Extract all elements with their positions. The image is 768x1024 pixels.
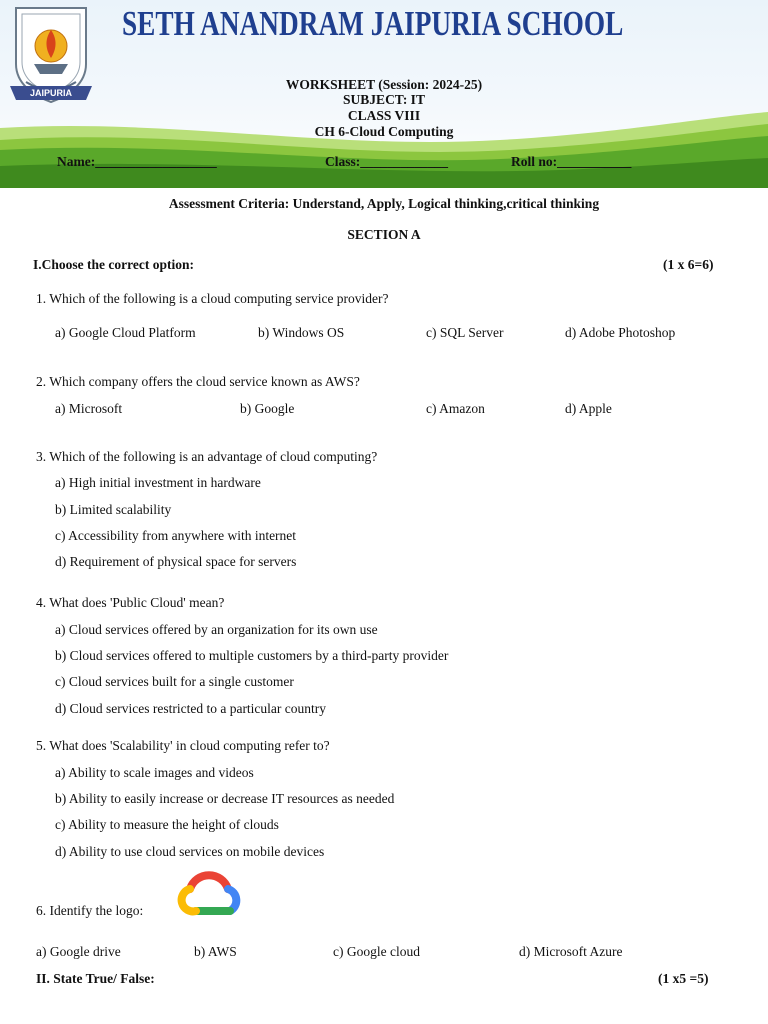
- q6-text: 6. Identify the logo:: [36, 903, 144, 918]
- q6-option-a: a) Google drive: [36, 944, 121, 959]
- q4-text: 4. What does 'Public Cloud' mean?: [36, 595, 225, 610]
- q4-option-c: c) Cloud services built for a single customer: [55, 674, 294, 689]
- q6-option-d: d) Microsoft Azure: [519, 944, 623, 959]
- class-line: CLASS VIII: [347, 108, 421, 123]
- q4-option-a: a) Cloud services offered by an organization for its own use: [55, 622, 378, 637]
- part1-marks: (1 x 6=6): [663, 257, 714, 272]
- part1-title: I.Choose the correct option:: [33, 257, 194, 272]
- q2-option-c: c) Amazon: [426, 401, 485, 416]
- q6-option-c: c) Google cloud: [333, 944, 420, 959]
- q5-option-a: a) Ability to scale images and videos: [55, 765, 254, 780]
- class-field[interactable]: Class:_____________: [325, 154, 449, 169]
- q2-option-b: b) Google: [240, 401, 295, 416]
- q5-option-c: c) Ability to measure the height of clouds: [55, 817, 279, 832]
- q5-option-d: d) Ability to use cloud services on mobile devices: [55, 844, 325, 859]
- header-banner: [0, 0, 768, 188]
- q2-text: 2. Which company offers the cloud service known as AWS?: [36, 374, 360, 389]
- part2-marks: (1 x5 =5): [658, 971, 709, 986]
- q1-option-b: b) Windows OS: [258, 325, 345, 340]
- q5-option-b: b) Ability to easily increase or decrease IT resources as needed: [55, 791, 395, 806]
- assessment-criteria: Assessment Criteria: Understand, Apply, Logical thinking,critical thinking: [168, 196, 600, 211]
- q1-text: 1. Which of the following is a cloud computing service provider?: [36, 291, 389, 306]
- roll-no-field[interactable]: Roll no:___________: [511, 154, 632, 169]
- q2-option-a: a) Microsoft: [55, 401, 123, 416]
- q1-option-c: c) SQL Server: [426, 325, 504, 340]
- crest-label: JAIPURIA: [29, 88, 73, 98]
- q5-text: 5. What does 'Scalability' in cloud computing refer to?: [36, 738, 330, 753]
- q1-option-d: d) Adobe Photoshop: [565, 325, 676, 340]
- q3-option-b: b) Limited scalability: [55, 502, 172, 517]
- section-a-heading: SECTION A: [347, 227, 421, 242]
- q1-option-a: a) Google Cloud Platform: [55, 325, 196, 340]
- subject-line: SUBJECT: IT: [343, 92, 425, 107]
- chapter-line: CH 6-Cloud Computing: [314, 124, 454, 139]
- school-name: SETH ANANDRAM JAIPURIA SCHOOL: [122, 4, 624, 43]
- q3-option-a: a) High initial investment in hardware: [55, 475, 261, 490]
- q3-option-d: d) Requirement of physical space for servers: [55, 554, 297, 569]
- worksheet-session: WORKSHEET (Session: 2024-25): [285, 77, 483, 92]
- q6-option-b: b) AWS: [194, 944, 237, 959]
- google-cloud-logo-icon: [172, 867, 246, 917]
- q2-option-d: d) Apple: [565, 401, 612, 416]
- name-field[interactable]: Name:__________________: [57, 154, 217, 169]
- part2-title: II. State True/ False:: [36, 971, 155, 986]
- q3-option-c: c) Accessibility from anywhere with internet: [55, 528, 297, 543]
- q4-option-d: d) Cloud services restricted to a particular country: [55, 701, 327, 716]
- q4-option-b: b) Cloud services offered to multiple customers by a third-party provider: [55, 648, 449, 663]
- q3-text: 3. Which of the following is an advantage of cloud computing?: [36, 449, 378, 464]
